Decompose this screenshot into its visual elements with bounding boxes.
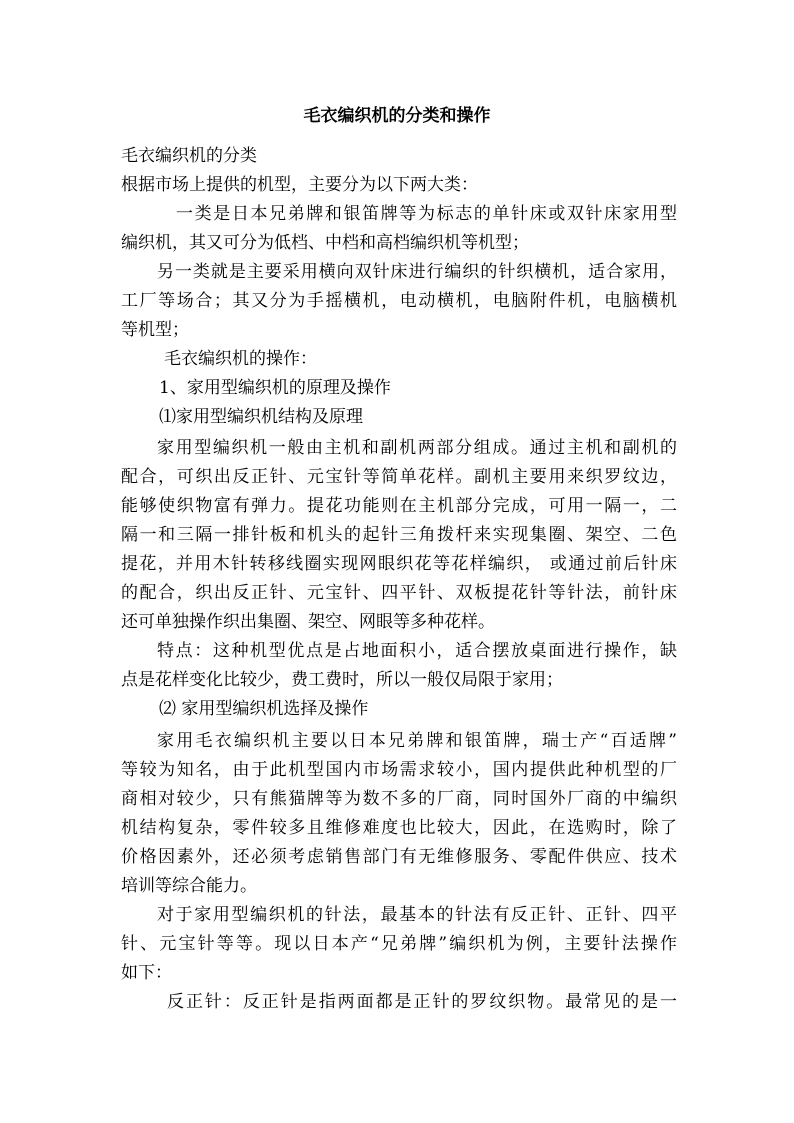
text-line: 反正针：反正针是指两面都是正针的罗纹织物。最常见的是一: [167, 992, 677, 1012]
text-line: 等机型；: [121, 320, 189, 340]
text-line: 1、家用型编织机的原理及操作: [159, 378, 391, 398]
text-line: 价格因素外，还必须考虑销售部门有无维修服务、零配件供应、技术: [121, 847, 677, 867]
text-line: 等较为知名，由于此机型国内市场需求较小，国内提供此种机型的厂: [121, 760, 677, 780]
document-title: 毛衣编织机的分类和操作: [303, 106, 491, 126]
text-line: 商相对较少，只有熊猫牌等为数不多的厂商，同时国外厂商的中编织: [121, 789, 677, 809]
text-line: 如下：: [121, 963, 172, 983]
text-line: 毛衣编织机的分类: [121, 146, 257, 166]
text-block: [121, 142, 677, 432]
text-line: 培训等综合能力。: [121, 876, 257, 896]
text-line: 还可单独操作织出集圈、架空、网眼等多种花样。: [121, 612, 495, 632]
text-line: 毛衣编织机的操作：: [164, 349, 317, 369]
text-line: ⑵ 家用型编织机选择及操作: [159, 699, 369, 719]
text-line: 对于家用型编织机的针法，最基本的针法有反正针、正针、四平: [157, 905, 677, 925]
text-line: 家用毛衣编织机主要以日本兄弟牌和银笛牌，瑞士产“百适牌”: [157, 731, 677, 751]
text-line: ⑴家用型编织机结构及原理: [159, 407, 363, 427]
text-line: 提花，并用木针转移线圈实现网眼织花等花样编织， 或通过前后针床: [121, 554, 677, 574]
text-line: 的配合，织出反正针、元宝针、四平针、双板提花针等针法，前针床: [121, 583, 677, 603]
text-line: 一类是日本兄弟牌和银笛牌等为标志的单针床或双针床家用型: [176, 204, 677, 224]
text-line: 针、元宝针等等。现以日本产“兄弟牌”编织机为例，主要针法操作: [121, 934, 677, 954]
text-line: 特点：这种机型优点是占地面积小，适合摆放桌面进行操作，缺: [157, 641, 677, 661]
text-line: 编织机，其又可分为低档、中档和高档编织机等机型；: [121, 233, 529, 253]
text-line: 根据市场上提供的机型，主要分为以下两大类：: [121, 175, 478, 195]
text-line: 能够使织物富有弹力。提花功能则在主机部分完成，可用一隔一，二: [121, 496, 677, 516]
text-line: 点是花样变化比较少，费工费时，所以一般仅局限于家用；: [121, 670, 563, 690]
text-line: 机结构复杂，零件较多且维修难度也比较大，因此，在选购时，除了: [121, 818, 677, 838]
text-line: 隔一和三隔一排针板和机头的起针三角拨杆来实现集圈、架空、二色: [121, 525, 677, 545]
text-block: [121, 434, 677, 724]
text-block: [121, 727, 677, 1017]
text-line: 工厂等场合；其又分为手摇横机，电动横机，电脑附件机，电脑横机: [121, 291, 677, 311]
text-line: 另一类就是主要采用横向双针床进行编织的针织横机，适合家用，: [157, 262, 677, 282]
text-line: 配合，可织出反正针、元宝针等简单花样。副机主要用来织罗纹边，: [121, 467, 677, 487]
text-line: 家用型编织机一般由主机和副机两部分组成。通过主机和副机的: [157, 438, 677, 458]
